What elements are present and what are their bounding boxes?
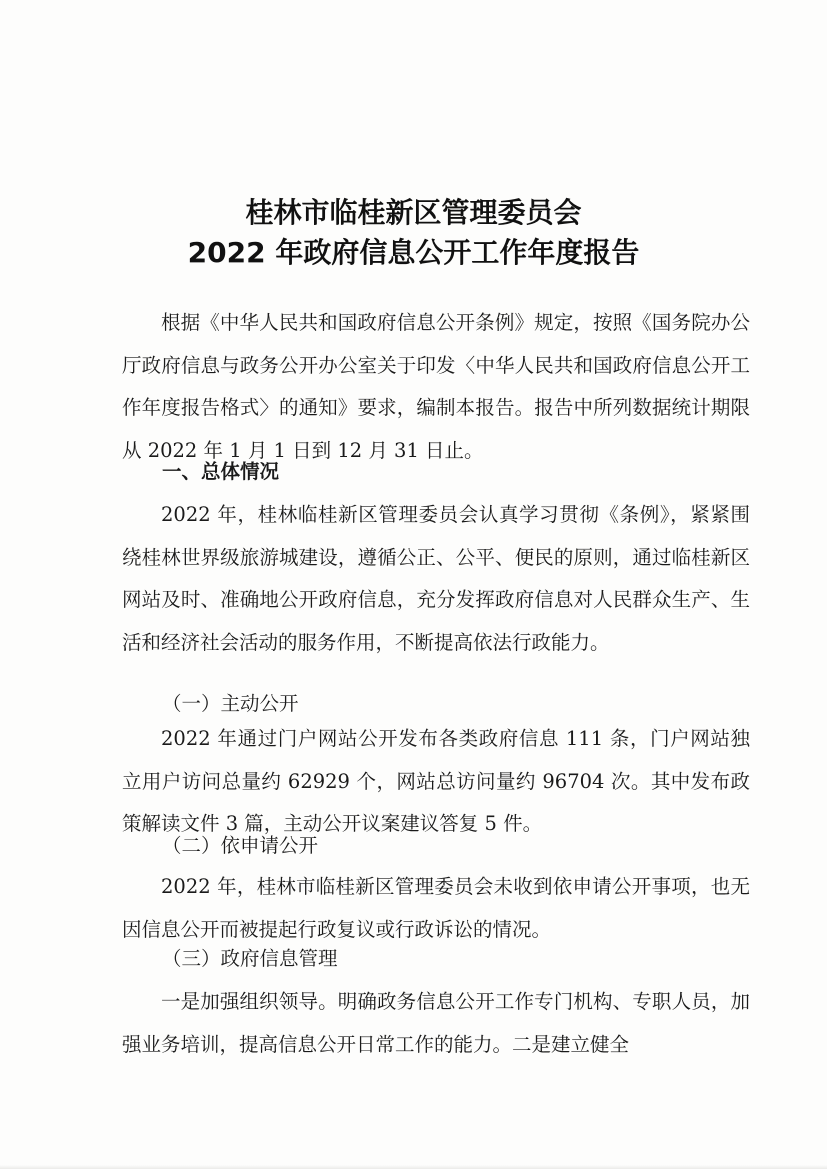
intro-paragraph: 根据《中华人民共和国政府信息公开条例》规定，按照《国务院办公厅政府信息与政务公开办公室关于印发〈中华人民共和国政府信息公开工作年度报告格式〉的通知》要求，编制本报告。报告中所列数据统计期限从 2022 年 1 月 1 日到 12 月 31 日止。 (122, 311, 750, 462)
request-disclosure-paragraph: 2022 年，桂林市临桂新区管理委员会未收到依申请公开事项，也无因信息公开而被提起行政复议或行政诉讼的情况。 (122, 875, 750, 941)
section-heading-overview: 一、总体情况 (162, 460, 280, 483)
subheading-active-disclosure: （一）主动公开 (162, 692, 299, 715)
active-disclosure-paragraph: 2022 年通过门户网站公开发布各类政府信息 111 条，门户网站独立用户访问总量约 62929 个，网站总访问量约 96704 次。其中发布政策解读文件 3 篇，主动公开议案建议答复 5 件。 (122, 727, 750, 836)
subheading-info-management: （三）政府信息管理 (162, 947, 338, 970)
subheading-request-disclosure: （二）依申请公开 (162, 834, 319, 857)
document-title-line2: 2022 年政府信息公开工作年度报告 (187, 236, 640, 269)
document-title-line1: 桂林市临桂新区管理委员会 (245, 196, 582, 229)
overview-paragraph: 2022 年，桂林临桂新区管理委员会认真学习贯彻《条例》，紧紧围绕桂林世界级旅游城建设，遵循公正、公平、便民的原则，通过临桂新区网站及时、准确地公开政府信息，充分发挥政府信息对人民群众生产、生活和经济社会活动的服务作用，不断提高依法行政能力。 (122, 503, 750, 654)
info-management-paragraph: 一是加强组织领导。明确政务信息公开工作专门机构、专职人员，加强业务培训，提高信息公开日常工作的能力。二是建立健全 (122, 990, 750, 1056)
